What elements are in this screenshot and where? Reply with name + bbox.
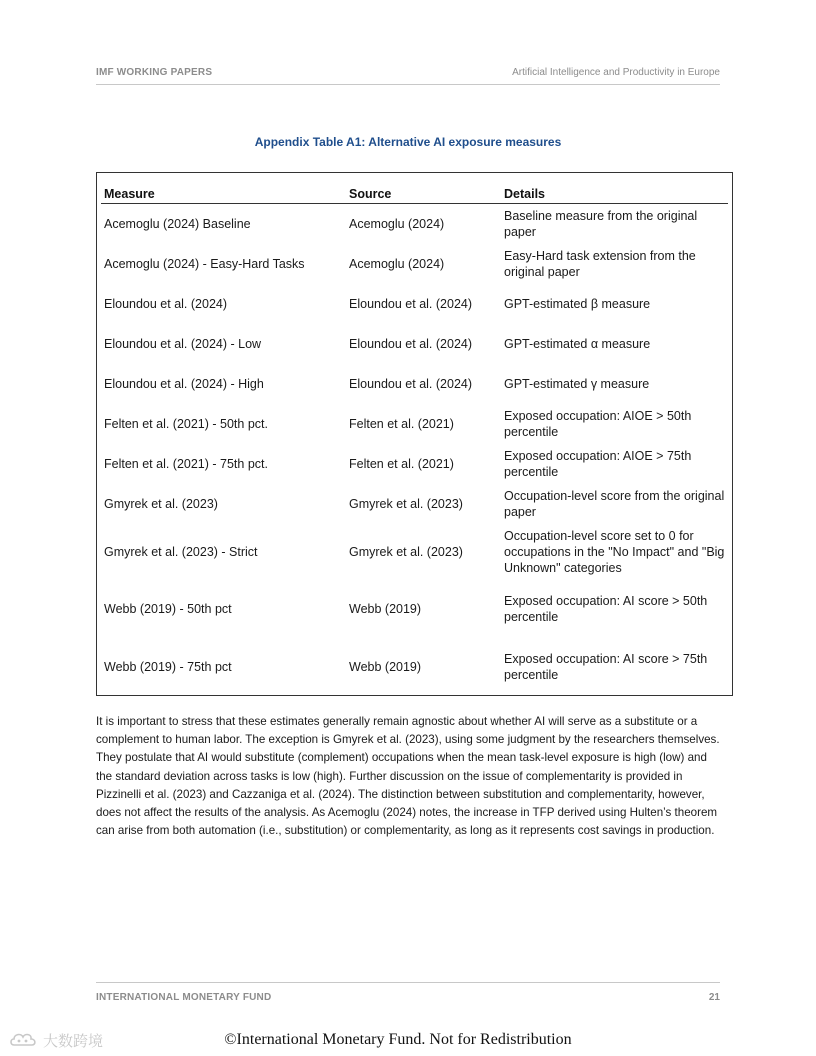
cell-measure: Eloundou et al. (2024) - Low <box>104 337 262 351</box>
cell-measure: Gmyrek et al. (2023) <box>104 497 218 511</box>
exposure-measures-table <box>96 172 733 696</box>
running-head-series: IMF WORKING PAPERS <box>96 67 213 78</box>
cell-details: Occupation-level score from the original paper <box>504 489 725 519</box>
cell-measure: Eloundou et al. (2024) - High <box>104 377 264 391</box>
header-details: Details <box>504 187 545 201</box>
cell-details: Exposed occupation: AI score > 50th percentile <box>504 594 708 624</box>
cell-source: Eloundou et al. (2024) <box>349 377 473 391</box>
table-row <box>97 580 732 638</box>
table-header <box>97 173 732 203</box>
table-row <box>97 524 732 580</box>
cell-details: GPT-estimated γ measure <box>504 377 650 391</box>
cell-measure: Felten et al. (2021) - 50th pct. <box>104 417 268 431</box>
cell-measure: Acemoglu (2024) Baseline <box>104 217 251 231</box>
cell-measure: Webb (2019) - 50th pct <box>104 602 232 616</box>
body-paragraph: It is important to stress that these estimates generally remain agnostic about whether AI will serve as a substitute or a complement to human labor. The exception is Gmyrek et al. (2023), using some judgment by the researchers themselves. They postulate that AI would substitute (complement) occupations when the mean task-level exposure is high (low) and the standard deviation across tasks is low (high). Further discussion on the issue of complementarity is provided in Pizzinelli et al. (2023) and Cazzaniga et al. (2024). The distinction between substitution and complementarity, however, does not affect the results of the analysis. As Acemoglu (2024) notes, the increase in TFP derived using Hulten’s theorem can arise from both automation (i.e., substitution) or complementarity, as long as it represents cost savings in production. <box>96 715 720 838</box>
cell-details: GPT-estimated β measure <box>504 297 651 311</box>
table-row <box>97 364 732 404</box>
running-head <box>96 67 720 85</box>
page-footer <box>96 982 720 1004</box>
cell-measure: Eloundou et al. (2024) <box>104 297 228 311</box>
running-head-title: Artificial Intelligence and Productivity in Europe <box>512 67 720 78</box>
header-measure: Measure <box>104 187 155 201</box>
table-row <box>97 324 732 364</box>
table-row <box>97 444 732 484</box>
cell-source: Felten et al. (2021) <box>349 457 454 471</box>
cell-source: Acemoglu (2024) <box>349 257 445 271</box>
cell-details: Baseline measure from the original paper <box>504 209 698 239</box>
table-row <box>97 484 732 524</box>
watermark-text: 大数跨境 <box>43 1031 104 1050</box>
cell-source: Webb (2019) <box>349 660 422 674</box>
cell-details: GPT-estimated α measure <box>504 337 651 351</box>
copyright-notice: ©International Monetary Fund. Not for Redistribution <box>224 1031 572 1048</box>
cell-source: Felten et al. (2021) <box>349 417 454 431</box>
cell-details: Exposed occupation: AI score > 75th percentile <box>504 652 708 682</box>
cell-details: Exposed occupation: AIOE > 50th percentile <box>504 409 692 439</box>
table-row <box>97 404 732 444</box>
cell-measure: Acemoglu (2024) - Easy-Hard Tasks <box>104 257 305 271</box>
cell-source: Gmyrek et al. (2023) <box>349 545 463 559</box>
page-number: 21 <box>708 992 720 1003</box>
cell-source: Webb (2019) <box>349 602 422 616</box>
cell-measure: Webb (2019) - 75th pct <box>104 660 232 674</box>
cell-details: Occupation-level score set to 0 for occupations in the "No Impact" and "Big Unknown" categories <box>504 529 725 575</box>
table-row <box>97 638 732 696</box>
cell-details: Easy-Hard task extension from the original paper <box>504 249 696 279</box>
cell-measure: Gmyrek et al. (2023) - Strict <box>104 545 258 559</box>
footer-publisher: INTERNATIONAL MONETARY FUND <box>96 992 272 1003</box>
cell-source: Eloundou et al. (2024) <box>349 337 473 351</box>
header-source: Source <box>349 187 392 201</box>
cell-source: Eloundou et al. (2024) <box>349 297 473 311</box>
cell-measure: Felten et al. (2021) - 75th pct. <box>104 457 268 471</box>
cell-source: Acemoglu (2024) <box>349 217 445 231</box>
table-row <box>97 244 732 284</box>
cell-details: Exposed occupation: AIOE > 75th percentile <box>504 449 692 479</box>
table-row <box>97 284 732 324</box>
table-row <box>97 204 732 244</box>
cell-source: Gmyrek et al. (2023) <box>349 497 463 511</box>
table-title: Appendix Table A1: Alternative AI exposure measures <box>254 135 562 149</box>
